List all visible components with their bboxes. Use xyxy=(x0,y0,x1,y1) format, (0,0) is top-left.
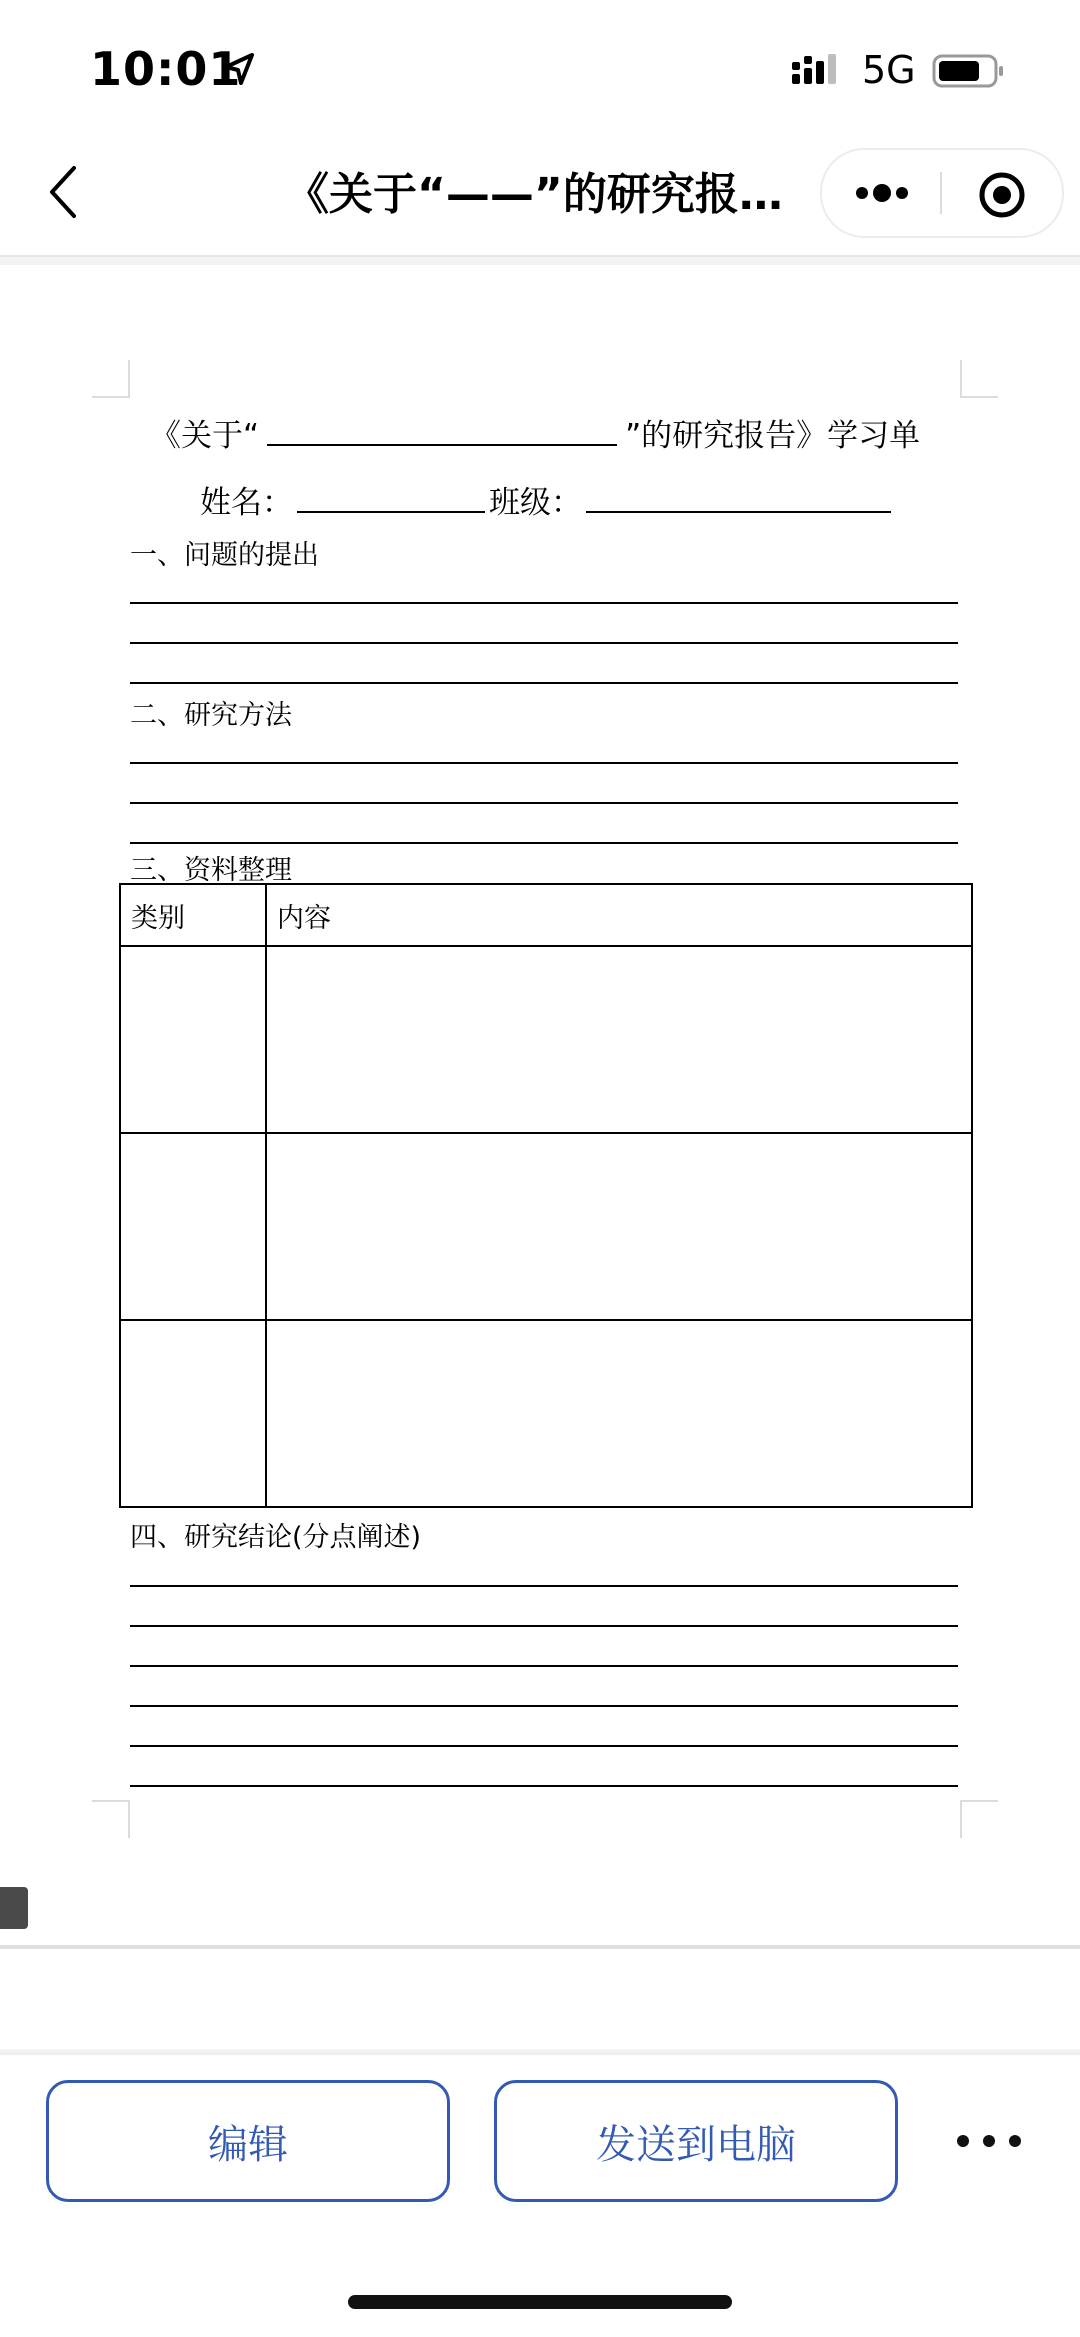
answer-line xyxy=(130,762,958,764)
table-header-row xyxy=(120,884,972,946)
answer-line xyxy=(130,802,958,804)
nav-shadow xyxy=(0,257,1080,265)
capsule-divider xyxy=(940,172,942,214)
answer-line xyxy=(130,1785,958,1787)
table-row xyxy=(120,946,972,1133)
edit-button[interactable]: 编辑 xyxy=(46,2080,450,2202)
title-prefix: 《关于“ xyxy=(150,418,260,454)
bottom-separator xyxy=(0,2049,1080,2055)
page-corner-mark xyxy=(92,1800,130,1838)
table-row xyxy=(120,1133,972,1320)
answer-line xyxy=(130,642,958,644)
name-blank xyxy=(297,485,485,513)
table-cell xyxy=(120,1133,266,1320)
section-heading-3: 三、资料整理 xyxy=(130,855,292,886)
answer-line xyxy=(130,842,958,844)
title-blank xyxy=(267,418,617,446)
class-blank xyxy=(586,485,891,513)
table-row xyxy=(120,1320,972,1507)
page-corner-mark xyxy=(960,1800,998,1838)
document-preview[interactable] xyxy=(0,265,1080,1945)
table-cell xyxy=(266,1133,972,1320)
close-icon[interactable] xyxy=(977,170,1027,220)
table-cell xyxy=(266,946,972,1133)
section-heading-4: 四、研究结论(分点阐述) xyxy=(130,1522,422,1553)
mini-program-capsule xyxy=(820,148,1064,238)
answer-line xyxy=(130,1705,958,1707)
answer-line xyxy=(130,1665,958,1667)
title-suffix: ”的研究报告》学习单 xyxy=(625,418,921,454)
signal-icon xyxy=(790,52,842,86)
table-header: 内容 xyxy=(266,884,972,946)
document-title xyxy=(150,410,920,455)
status-time: 10:01 xyxy=(90,42,242,96)
back-icon[interactable] xyxy=(42,162,82,222)
data-table xyxy=(119,883,973,1508)
network-type: 5G xyxy=(862,48,916,92)
page-corner-mark xyxy=(960,360,998,398)
answer-line xyxy=(130,1625,958,1627)
table-cell xyxy=(266,1320,972,1507)
answer-line xyxy=(130,602,958,604)
answer-line xyxy=(130,1745,958,1747)
more-horizontal-icon[interactable] xyxy=(955,2129,1023,2153)
answer-line xyxy=(130,682,958,684)
answer-line xyxy=(130,1585,958,1587)
table-cell xyxy=(120,1320,266,1507)
name-label: 姓名： xyxy=(200,485,293,521)
location-arrow-icon xyxy=(222,52,256,88)
more-icon[interactable] xyxy=(852,175,912,211)
table-header: 类别 xyxy=(120,884,266,946)
home-indicator[interactable] xyxy=(348,2295,732,2309)
send-to-computer-button[interactable]: 发送到电脑 xyxy=(494,2080,898,2202)
scroll-indicator[interactable] xyxy=(0,1887,28,1929)
page-title: 《关于“——”的研究报… xyxy=(285,169,783,220)
nav-bar xyxy=(0,130,1080,257)
bottom-action-bar xyxy=(0,1949,1080,2337)
section-heading-2: 二、研究方法 xyxy=(130,700,292,731)
status-bar xyxy=(0,0,1080,130)
class-label: 班级： xyxy=(489,485,582,521)
battery-icon xyxy=(932,54,1006,88)
section-heading-1: 一、问题的提出 xyxy=(130,540,319,571)
name-class-line xyxy=(200,477,895,522)
table-cell xyxy=(120,946,266,1133)
page-corner-mark xyxy=(92,360,130,398)
